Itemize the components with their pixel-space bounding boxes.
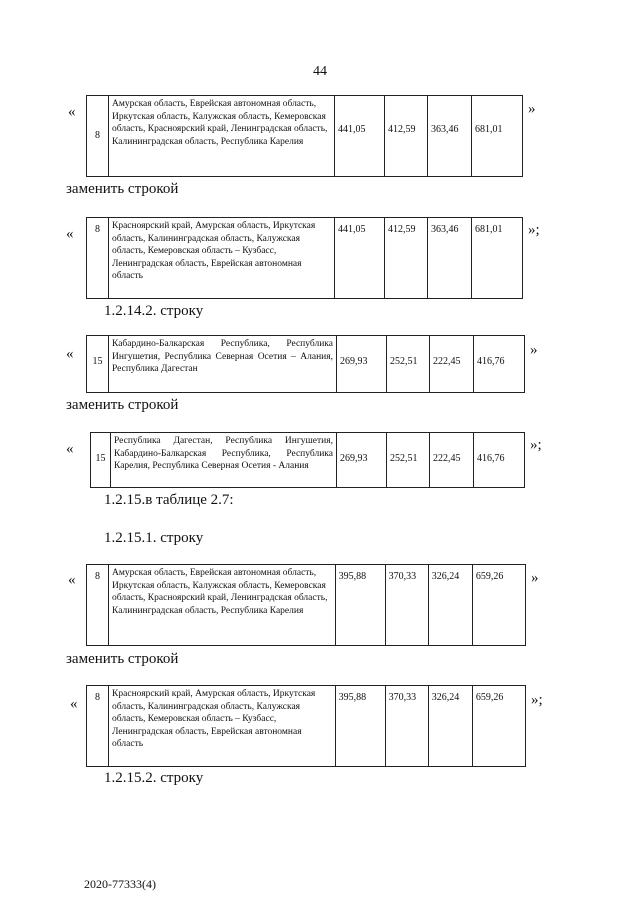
close-quote: »;: [530, 437, 542, 453]
value-cell: 370,33: [385, 565, 428, 646]
value-cell: 252,51: [387, 433, 430, 488]
open-quote: «: [68, 104, 76, 120]
value-cell: 370,33: [385, 686, 428, 767]
region-list: Красноярский край, Амурская область, Иркутская область, Калининградская область, Калужская область, Кемеровская область – Кузбасс, Ленинградская область, Еврейская автономная область: [109, 686, 336, 767]
replace-caption: заменить строкой: [66, 397, 179, 413]
value-cell: 441,05: [335, 218, 385, 299]
table-row: [86, 95, 523, 177]
item-caption: 1.2.14.2. строку: [104, 303, 204, 319]
open-quote: «: [70, 696, 78, 712]
value-cell: 441,05: [335, 96, 385, 177]
value-cell: 222,45: [430, 336, 474, 393]
open-quote: «: [66, 226, 74, 242]
value-cell: 252,51: [387, 336, 430, 393]
item-caption: 1.2.15.1. строку: [104, 530, 204, 546]
region-list: Амурская область, Еврейская автономная область, Иркутская область, Калужская область, Кемеровская область, Красноярский край, Ленинградская область, Калининградская область, Республика Карелия: [109, 96, 335, 177]
item-caption: 1.2.15.в таблице 2.7:: [104, 492, 234, 508]
value-cell: 222,45: [430, 433, 474, 488]
open-quote: «: [68, 572, 76, 588]
table-row: [86, 685, 526, 767]
row-number: 8: [87, 565, 109, 646]
close-quote: »: [531, 570, 539, 586]
table-row: [90, 432, 525, 488]
value-cell: 326,24: [428, 565, 472, 646]
value-cell: 412,59: [385, 218, 428, 299]
region-list: Амурская область, Еврейская автономная область, Иркутская область, Калужская область, Кемеровская область, Красноярский край, Ленинградская область, Калининградская область, Республика Карелия: [109, 565, 336, 646]
value-cell: 326,24: [428, 686, 472, 767]
region-list: Кабардино-Балкарская Республика, Республика Ингушетия, Республика Северная Осетия – Алания, Республика Дагестан: [109, 336, 337, 393]
replace-caption: заменить строкой: [66, 651, 179, 667]
value-cell: 363,46: [428, 218, 472, 299]
open-quote: «: [66, 441, 74, 457]
table-row: [86, 564, 526, 646]
value-cell: 681,01: [472, 218, 523, 299]
replace-caption: заменить строкой: [66, 181, 179, 197]
row-number: 8: [87, 218, 109, 299]
open-quote: «: [66, 346, 74, 362]
close-quote: »;: [528, 222, 540, 238]
row-number: 8: [87, 686, 109, 767]
value-cell: 395,88: [335, 686, 385, 767]
close-quote: »: [530, 342, 538, 358]
document-code: 2020-77333(4): [84, 877, 156, 891]
value-cell: 681,01: [472, 96, 523, 177]
value-cell: 269,93: [337, 433, 387, 488]
value-cell: 416,76: [474, 336, 525, 393]
region-list: Республика Дагестан, Республика Ингушетия, Кабардино-Балкарская Республика, Республика Карелия, Республика Северная Осетия - Алания: [111, 433, 337, 488]
row-number: 15: [91, 433, 111, 488]
table-row: [86, 335, 525, 393]
close-quote: »: [528, 101, 536, 117]
value-cell: 659,26: [472, 565, 525, 646]
close-quote: »;: [531, 692, 543, 708]
value-cell: 659,26: [472, 686, 525, 767]
value-cell: 395,88: [335, 565, 385, 646]
value-cell: 416,76: [474, 433, 525, 488]
item-caption: 1.2.15.2. строку: [104, 770, 204, 786]
value-cell: 269,93: [337, 336, 387, 393]
region-list: Красноярский край, Амурская область, Иркутская область, Калининградская область, Калужская область, Кемеровская область – Кузбасс, Ленинградская область, Еврейская автономная область: [109, 218, 335, 299]
value-cell: 363,46: [428, 96, 472, 177]
row-number: 15: [87, 336, 109, 393]
table-row: [86, 217, 523, 299]
page-number: 44: [313, 64, 327, 79]
row-number: 8: [87, 96, 109, 177]
value-cell: 412,59: [385, 96, 428, 177]
